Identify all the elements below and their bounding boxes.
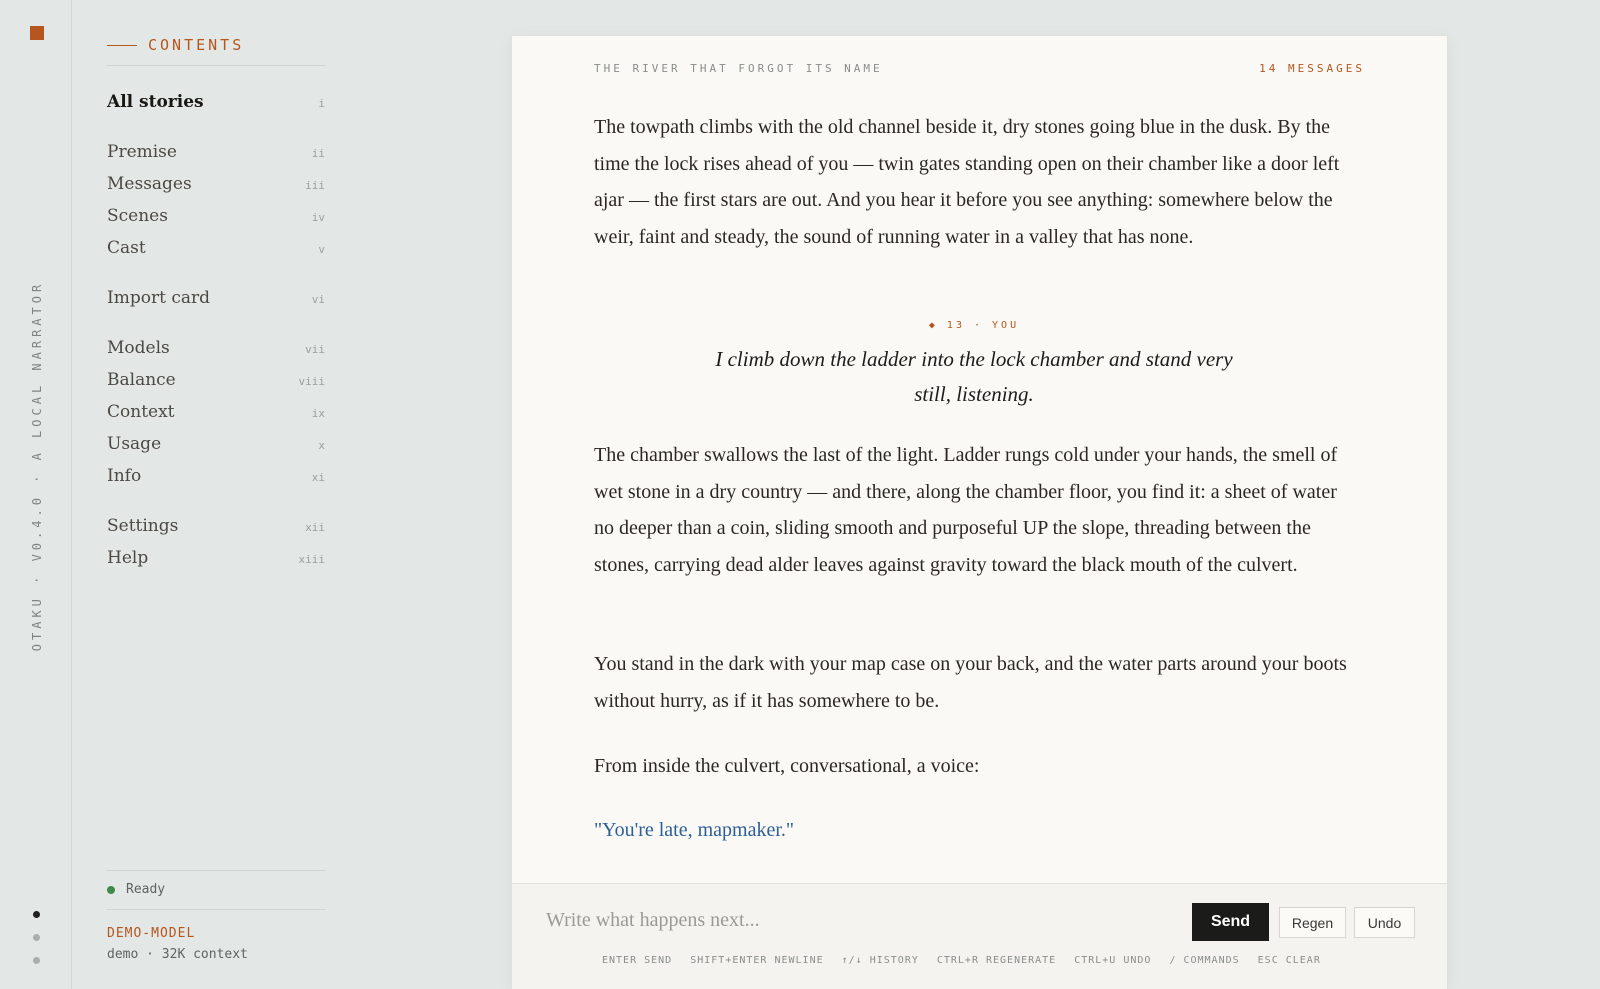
hint-regenerate: CTRL+R REGENERATE <box>936 955 1057 966</box>
send-button[interactable]: Send <box>1192 903 1269 941</box>
sidebar-item-numeral: xiii <box>298 553 325 566</box>
sidebar-item-models[interactable] <box>107 338 325 364</box>
page-dot-1[interactable] <box>33 911 40 918</box>
model-meta: demo · 32K context <box>107 947 248 962</box>
status-dot-icon <box>107 886 115 894</box>
sidebar-item-cast[interactable] <box>107 238 325 264</box>
dialog-line: "You're late, mapmaker." <box>594 819 795 841</box>
sidebar-item-settings[interactable] <box>107 516 325 542</box>
page-dot-3[interactable] <box>33 957 40 964</box>
model-name[interactable]: DEMO-MODEL <box>107 926 196 941</box>
sidebar-item-numeral: vi <box>311 293 325 306</box>
sidebar-item-context[interactable] <box>107 402 325 428</box>
hint-history: ↑/↓ HISTORY <box>841 955 919 966</box>
sidebar-item-numeral: x <box>318 439 325 452</box>
sidebar-item-label: Balance <box>107 370 176 390</box>
sidebar-item-import-card[interactable] <box>107 288 325 314</box>
sidebar-item-label: Models <box>107 338 170 358</box>
story-title: THE RIVER THAT FORGOT ITS NAME <box>594 62 883 75</box>
header-rule <box>107 45 137 46</box>
page-dot-2[interactable] <box>33 934 40 941</box>
sidebar <box>107 0 325 989</box>
sidebar-item-label: Premise <box>107 142 177 162</box>
sidebar-item-label: Info <box>107 466 142 486</box>
sidebar-item-help[interactable] <box>107 548 325 574</box>
sidebar-item-label: Context <box>107 402 175 422</box>
app-vertical-title: OTAKU · V0.4.0 · A LOCAL NARRATOR <box>30 280 44 652</box>
undo-button[interactable]: Undo <box>1354 907 1415 938</box>
sidebar-item-numeral: viii <box>298 375 325 388</box>
narration-paragraph: The towpath climbs with the old channel beside it, dry stones going blue in the dusk. By the time the lock rises ahead of you — twin gates standing open on their chamber like a door left ajar — the first stars are out. And you hear it before you see anything: somewhere below the weir, faint and steady, the sound of running water in a valley that has none. <box>594 116 1340 248</box>
sidebar-item-info[interactable] <box>107 466 325 492</box>
contents-header <box>107 34 325 66</box>
sidebar-item-numeral: iii <box>305 179 325 192</box>
sidebar-item-numeral: ix <box>311 407 325 420</box>
sidebar-item-balance[interactable] <box>107 370 325 396</box>
narration-paragraph: You stand in the dark with your map case on your back, and the water parts around your boots without hurry, as if it has somewhere to be. <box>594 653 1347 712</box>
status-text: Ready <box>126 882 166 897</box>
sidebar-item-usage[interactable] <box>107 434 325 460</box>
sidebar-item-label: All stories <box>107 92 204 112</box>
sidebar-item-label: Help <box>107 548 149 568</box>
sidebar-item-label: Usage <box>107 434 162 454</box>
message-count: 14 MESSAGES <box>1259 62 1365 75</box>
hint-esc-clear: ESC CLEAR <box>1257 955 1321 966</box>
sidebar-item-label: Messages <box>107 174 192 194</box>
user-message-label: ◆ 13 · YOU <box>928 320 1020 331</box>
composer <box>512 883 1447 989</box>
user-message: I climb down the ladder into the lock chamber and stand very still, listening. <box>715 347 1233 406</box>
sidebar-item-scenes[interactable] <box>107 206 325 232</box>
sidebar-item-label: Import card <box>107 288 210 308</box>
sidebar-item-premise[interactable] <box>107 142 325 168</box>
sidebar-item-numeral: ii <box>311 147 325 160</box>
sidebar-item-numeral: iv <box>311 211 325 224</box>
message-input[interactable] <box>546 902 1146 938</box>
hint-undo: CTRL+U UNDO <box>1074 955 1152 966</box>
hint-enter-send: ENTER SEND <box>602 955 673 966</box>
logo-square-icon <box>30 26 44 40</box>
hint-shift-enter: SHIFT+ENTER NEWLINE <box>690 955 824 966</box>
sidebar-item-numeral: i <box>318 97 325 110</box>
sidebar-item-messages[interactable] <box>107 174 325 200</box>
sidebar-item-numeral: xi <box>311 471 325 484</box>
sidebar-item-label: Cast <box>107 238 146 258</box>
narration-paragraph: From inside the culvert, conversational, a voice: <box>594 755 980 777</box>
sidebar-item-label: Scenes <box>107 206 168 226</box>
sidebar-item-label: Settings <box>107 516 179 536</box>
keyboard-hints <box>602 955 1321 966</box>
narration-paragraph: The chamber swallows the last of the light. Ladder rungs cold under your hands, the smell of wet stone in a dry country — and there, along the chamber floor, you find it: a sheet of water no deeper than a coin, sliding smooth and purposeful UP the slope, threading between the stones, carrying dead alder leaves against gravity toward the black mouth of the culvert. <box>594 444 1338 576</box>
contents-label: CONTENTS <box>148 36 245 54</box>
status-block <box>107 870 325 910</box>
left-rail <box>0 0 72 989</box>
sidebar-item-numeral: vii <box>305 343 325 356</box>
sidebar-item-numeral: v <box>318 243 325 256</box>
regen-button[interactable]: Regen <box>1279 907 1346 938</box>
sidebar-item-all-stories[interactable] <box>107 92 325 118</box>
hint-commands: / COMMANDS <box>1169 955 1240 966</box>
story-panel <box>511 35 1448 989</box>
sidebar-item-numeral: xii <box>305 521 325 534</box>
